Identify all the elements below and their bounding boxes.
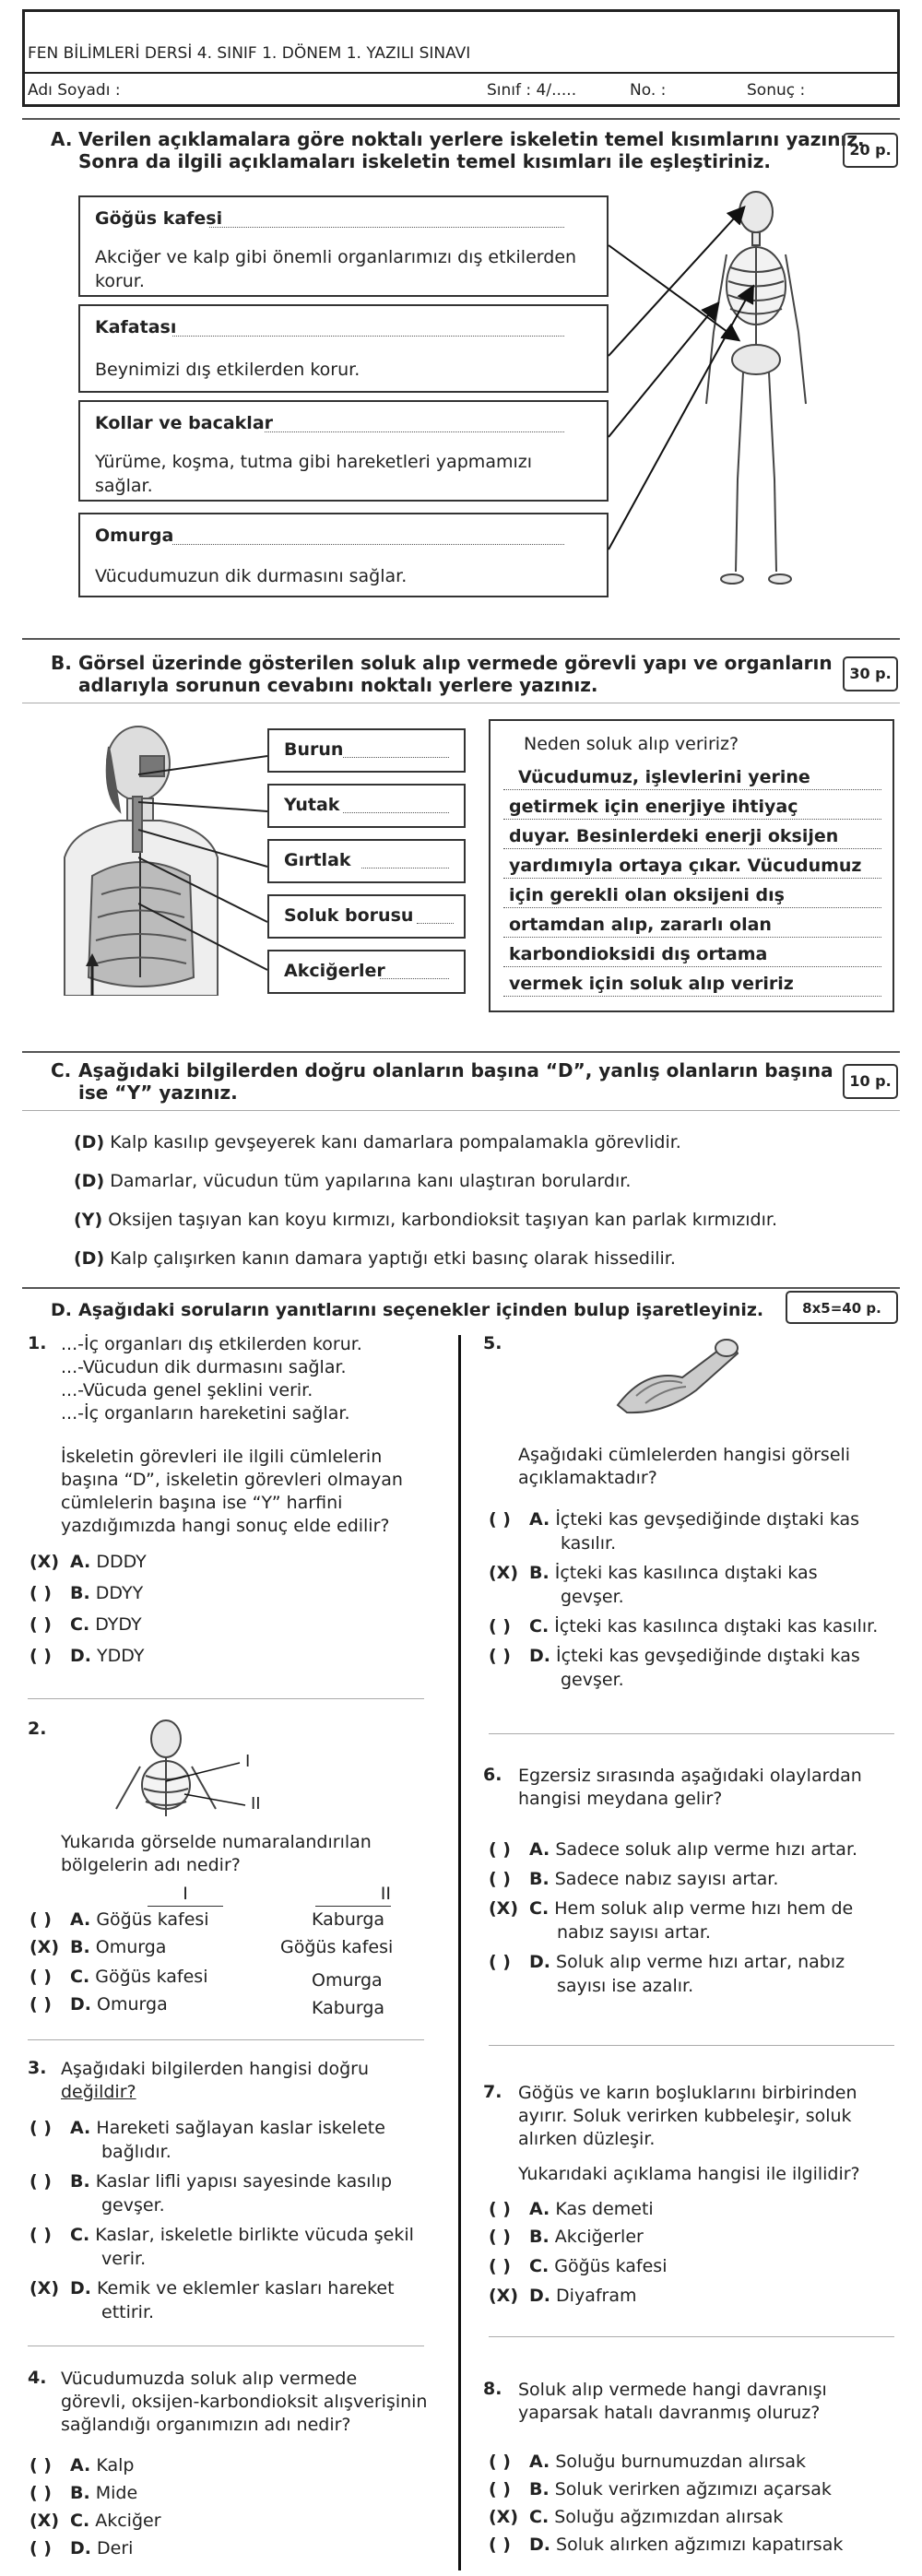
q1-stem: yazdığımızda hangi sonuç elde edilir? [61, 1516, 390, 1536]
answer-dotted-line [503, 966, 881, 967]
q3-option-c[interactable]: ( ) C. Kaslar, iskeletle birlikte vücuda şekil [30, 2225, 414, 2245]
question-separator [489, 2336, 894, 2337]
q3-option-b-cont: gevşer. [101, 2195, 165, 2216]
result-field: Sonuç : [747, 81, 806, 100]
section-d-divider [22, 1287, 900, 1289]
answer-mark[interactable]: (D) [74, 1248, 105, 1269]
true-false-item-4 [74, 1248, 676, 1269]
q7-option-b[interactable]: ( ) B. Akciğerler [489, 2227, 644, 2247]
q3-option-d-cont: ettirir. [101, 2302, 155, 2322]
q2-option-d[interactable]: ( ) D. Omurga [30, 1994, 168, 2015]
organ-label[interactable]: Akciğerler [284, 961, 385, 981]
student-name-field[interactable]: Adı Soyadı : [28, 81, 121, 100]
column-header-ii: II [315, 1883, 391, 1907]
q6-option-d[interactable]: ( ) D. Soluk alıp verme hızı artar, nabız [489, 1952, 845, 1972]
class-field[interactable]: Sınıf : 4/..... [487, 81, 577, 100]
skeleton-part-box-4 [78, 513, 609, 597]
respiratory-label-box-2 [267, 784, 466, 828]
figure-label-i: I [245, 1752, 251, 1771]
organ-label[interactable]: Burun [284, 739, 344, 760]
q8-option-a[interactable]: ( ) A. Soluğu burnumuzdan alırsak [489, 2452, 807, 2472]
q1-item: ...-Vücudun dik durmasını sağlar. [61, 1357, 347, 1377]
section-b-letter: B. [51, 652, 72, 674]
respiratory-label-box-5 [267, 950, 466, 994]
answer-dotted-line [503, 848, 881, 849]
answer-dotted-line[interactable] [265, 431, 564, 432]
q8-option-c[interactable]: (X) C. Soluğu ağzımızdan alırsak [489, 2507, 784, 2527]
organ-label[interactable]: Gırtlak [284, 850, 351, 870]
question-number: 3. [28, 2058, 47, 2078]
section-c-underline [22, 1110, 900, 1111]
answer-dotted-line[interactable] [361, 868, 449, 869]
column-header-i: I [148, 1883, 223, 1907]
answer-dotted-line[interactable] [172, 336, 564, 337]
skeleton-part-box-3 [78, 400, 609, 502]
q5-stem: açıklamaktadır? [518, 1468, 657, 1488]
skeleton-illustration [590, 184, 867, 599]
true-false-item-3 [74, 1210, 777, 1230]
q1-item: ...-Vücuda genel şeklini verir. [61, 1380, 313, 1400]
organ-label[interactable]: Yutak [284, 795, 340, 815]
true-false-item-1 [74, 1132, 681, 1152]
statement-text: Kalp kasılıp gevşeyerek kanı damarlara pompalamakla görevlidir. [110, 1132, 681, 1152]
statement-text: Kalp çalışırken kanın damara yaptığı etki basınç olarak hissedilir. [110, 1248, 676, 1269]
answer-line-8[interactable]: vermek için soluk alıp veririz [509, 974, 794, 994]
q3-stem-emphasis: değildir? [61, 2082, 136, 2102]
skeleton-part-label[interactable]: Kollar ve bacaklar [95, 413, 274, 433]
section-a-letter: A. [51, 128, 73, 150]
question-number: 5. [483, 1333, 502, 1353]
answer-line-4[interactable]: yardımıyla ortaya çıkar. Vücudumuz [509, 856, 862, 876]
question-separator [489, 2045, 894, 2046]
skeleton-part-desc: Beynimizi dış etkilerden korur. [95, 360, 361, 380]
section-c-title-1: Aşağıdaki bilgilerden doğru olanların başına “D”, yanlış olanların başına [78, 1059, 833, 1081]
answer-mark[interactable]: (D) [74, 1132, 105, 1152]
q7-option-c[interactable]: ( ) C. Göğüs kafesi [489, 2256, 668, 2276]
q4-stem: Vücudumuzda soluk alıp vermede [61, 2369, 358, 2389]
respiratory-pointer-lines [138, 738, 277, 977]
answer-line-1[interactable]: Vücudumuz, işlevlerini yerine [518, 767, 810, 787]
q6-stem: Egzersiz sırasında aşağıdaki olaylardan [518, 1766, 862, 1786]
answer-dotted-line [503, 789, 881, 790]
section-c-divider [22, 1051, 900, 1053]
respiratory-label-box-3 [267, 839, 466, 883]
skeleton-part-desc: sağlar. [95, 476, 153, 496]
section-d-points: 8x5=40 p. [786, 1291, 898, 1324]
q6-option-c-cont: nabız sayısı artar. [557, 1922, 711, 1943]
q2-option-a-ii: Kaburga [312, 1909, 385, 1930]
section-a-title-1: Verilen açıklamalara göre noktalı yerlere iskeletin temel kısımlarını yazınız. [78, 128, 865, 150]
q2-option-c-ii: Omurga [312, 1970, 383, 1991]
section-a-points: 20 p. [843, 133, 898, 168]
exam-title: FEN BİLİMLERİ DERSİ 4. SINIF 1. DÖNEM 1. YAZILI SINAVI [28, 44, 471, 63]
respiratory-label-box-1 [267, 728, 466, 773]
q6-option-a[interactable]: ( ) A. Sadece soluk alıp verme hızı artar. [489, 1839, 858, 1860]
answer-line-5[interactable]: için gerekli olan oksijeni dış [509, 885, 785, 905]
question-separator [489, 1733, 894, 1734]
answer-mark[interactable]: (Y) [74, 1210, 103, 1230]
q6-option-d-cont: sayısı ise azalır. [557, 1976, 694, 1996]
breathing-answer-box [489, 719, 894, 1012]
q1-option-c[interactable]: ( ) C. DYDY [30, 1614, 142, 1635]
q8-stem: Soluk alıp vermede hangi davranışı [518, 2380, 827, 2400]
skeleton-part-box-1 [78, 195, 609, 297]
breathing-question: Neden soluk alıp veririz? [524, 734, 739, 754]
question-number: 4. [28, 2368, 47, 2388]
section-d-letter: D. [51, 1300, 72, 1320]
q7-option-d[interactable]: (X) D. Diyafram [489, 2286, 637, 2306]
answer-line-6[interactable]: ortamdan alıp, zararlı olan [509, 915, 772, 935]
q4-stem: sağlandığı organımızın adı nedir? [61, 2415, 351, 2435]
q7-stem: alırken düzleşir. [518, 2129, 656, 2149]
question-number: 8. [483, 2379, 502, 2399]
answer-dotted-line [503, 996, 881, 997]
q5-option-d-cont: gevşer. [561, 1670, 624, 1690]
q3-option-a[interactable]: ( ) A. Hareketi sağlayan kaslar iskelete [30, 2118, 385, 2138]
answer-dotted-line[interactable] [209, 227, 564, 228]
q5-option-a[interactable]: ( ) A. İçteki kas gevşediğinde dıştaki kas [489, 1509, 860, 1530]
q5-stem: Aşağıdaki cümlelerden hangisi görseli [518, 1445, 851, 1465]
q7-stem: ayırır. Soluk verirken kubbeleşir, soluk [518, 2106, 852, 2126]
organ-label[interactable]: Soluk borusu [284, 905, 414, 926]
q1-item: ...-İç organları dış etkilerden korur. [61, 1334, 362, 1354]
section-b-title-2: adlarıyla sorunun cevabını noktalı yerlere yazınız. [78, 674, 598, 696]
true-false-item-2 [74, 1171, 631, 1191]
q3-stem: Aşağıdaki bilgilerden hangisi doğru [61, 2059, 370, 2079]
question-number: 6. [483, 1765, 502, 1785]
q2-option-b[interactable]: (X) B. Omurga [30, 1937, 167, 1957]
q3-option-d[interactable]: (X) D. Kemik ve eklemler kasları hareket [30, 2278, 395, 2298]
answer-line-7[interactable]: karbondioksidi dış ortama [509, 944, 768, 964]
arm-muscle-illustration [609, 1331, 747, 1414]
statement-text: Damarlar, vücudun tüm yapılarına kanı ulaştıran borulardır. [110, 1171, 632, 1191]
question-number: 2. [28, 1719, 47, 1739]
q5-option-b-cont: gevşer. [561, 1587, 624, 1607]
q5-option-c[interactable]: ( ) C. İçteki kas kasılınca dıştaki kas kasılır. [489, 1616, 879, 1637]
statement-text: Oksijen taşıyan kan koyu kırmızı, karbondioksit taşıyan kan parlak kırmızıdır. [108, 1210, 778, 1230]
section-b-divider [22, 638, 900, 640]
question-number: 7. [483, 2082, 502, 2102]
section-b-title-1: Görsel üzerinde gösterilen soluk alıp vermede görevli yapı ve organların [78, 652, 833, 674]
q5-option-a-cont: kasılır. [561, 1533, 617, 1554]
q2-stem: bölgelerin adı nedir? [61, 1855, 241, 1875]
question-separator [28, 2039, 424, 2040]
student-number-field[interactable]: No. : [630, 81, 667, 100]
question-number: 1. [28, 1333, 47, 1353]
section-c-points: 10 p. [843, 1064, 898, 1099]
q4-option-d[interactable]: ( ) D. Deri [30, 2538, 134, 2558]
q6-option-c[interactable]: (X) C. Hem soluk alıp verme hızı hem de [489, 1898, 854, 1919]
answer-dotted-line [503, 937, 881, 938]
q1-option-b[interactable]: ( ) B. DDYY [30, 1583, 144, 1603]
q2-option-b-ii: Göğüs kafesi [280, 1937, 394, 1957]
skeleton-part-box-2 [78, 304, 609, 393]
q8-option-d[interactable]: ( ) D. Soluk alırken ağzımızı kapatırsak [489, 2535, 844, 2555]
answer-line-2[interactable]: getirmek için enerjiye ihtiyaç [509, 797, 798, 817]
q2-option-d-ii: Kaburga [312, 1998, 385, 2018]
q4-option-c[interactable]: (X) C. Akciğer [30, 2511, 161, 2531]
answer-dotted-line [503, 878, 881, 879]
q7-stem: Göğüs ve karın boşluklarını birbirinden [518, 2083, 857, 2103]
q8-stem: yaparsak hatalı davranmış oluruz? [518, 2403, 821, 2423]
q2-stem: Yukarıda görselde numaralandırılan [61, 1832, 372, 1852]
answer-line-3[interactable]: duyar. Besinlerdeki enerji oksijen [509, 826, 839, 846]
question-separator [28, 1698, 424, 1699]
answer-dotted-line[interactable] [172, 544, 564, 545]
skeleton-part-desc: Vücudumuzun dik durmasını sağlar. [95, 566, 408, 586]
q1-stem: başına “D”, iskeletin görevleri olmayan [61, 1470, 403, 1490]
q5-option-b[interactable]: (X) B. İçteki kas kasılınca dıştaki kas [489, 1563, 818, 1583]
respiratory-label-box-4 [267, 894, 466, 939]
answer-dotted-line[interactable] [380, 978, 449, 979]
q6-stem: hangisi meydana gelir? [518, 1789, 723, 1809]
q1-item: ...-İç organların hareketini sağlar. [61, 1403, 350, 1424]
q2-option-c[interactable]: ( ) C. Göğüs kafesi [30, 1967, 208, 1987]
upper-body-skeleton-illustration [111, 1717, 267, 1818]
answer-dotted-line[interactable] [343, 757, 449, 758]
q7-option-a[interactable]: ( ) A. Kas demeti [489, 2199, 654, 2219]
skeleton-part-desc: korur. [95, 271, 145, 291]
q7-question: Yukarıdaki açıklama hangisi ile ilgilidir? [518, 2164, 860, 2184]
skeleton-part-desc: Yürüme, koşma, tutma gibi hareketleri yapmamızı [95, 452, 532, 472]
answer-dotted-line [503, 819, 881, 820]
q4-option-b[interactable]: ( ) B. Mide [30, 2483, 138, 2503]
q4-option-a[interactable]: ( ) A. Kalp [30, 2455, 135, 2476]
q4-stem: görevli, oksijen-karbondioksit alışverişinin [61, 2392, 428, 2412]
q3-option-a-cont: bağlıdır. [101, 2142, 171, 2162]
q2-option-a[interactable]: ( ) A. Göğüs kafesi [30, 1909, 209, 1930]
header-divider [22, 72, 900, 74]
q1-stem: cümlelerin başına ise “Y” harfini [61, 1493, 343, 1513]
answer-dotted-line [503, 907, 881, 908]
column-divider [458, 1335, 461, 2570]
section-b-points: 30 p. [843, 656, 898, 691]
figure-label-ii: II [251, 1794, 261, 1814]
q5-option-d[interactable]: ( ) D. İçteki kas gevşediğinde dıştaki kas [489, 1646, 860, 1666]
answer-dotted-line[interactable] [417, 923, 454, 924]
section-a-divider [22, 118, 900, 120]
q3-option-c-cont: verir. [101, 2249, 147, 2269]
answer-mark[interactable]: (D) [74, 1171, 105, 1191]
skeleton-part-label[interactable]: Göğüs kafesi [95, 208, 223, 229]
answer-dotted-line[interactable] [343, 812, 449, 813]
q1-stem: İskeletin görevleri ile ilgili cümlelerin [61, 1447, 383, 1467]
skeleton-part-desc: Akciğer ve kalp gibi önemli organlarımızı dış etkilerden [95, 247, 577, 267]
skeleton-part-label[interactable]: Omurga [95, 526, 174, 546]
skeleton-part-label[interactable]: Kafatası [95, 317, 177, 337]
section-c-title-2: ise “Y” yazınız. [78, 1081, 238, 1104]
q8-option-b[interactable]: ( ) B. Soluk verirken ağzımızı açarsak [489, 2479, 832, 2499]
q1-option-d[interactable]: ( ) D. YDDY [30, 1646, 145, 1666]
q3-option-b[interactable]: ( ) B. Kaslar lifli yapısı sayesinde kasılıp [30, 2171, 393, 2192]
q1-option-a[interactable]: (X) A. DDDY [30, 1552, 147, 1572]
section-d-title: Aşağıdaki soruların yanıtlarını seçenekler içinden bulup işaretleyiniz. [78, 1300, 764, 1320]
section-c-letter: C. [51, 1059, 72, 1081]
section-a-title-2: Sonra da ilgili açıklamaları iskeletin temel kısımları ile eşleştiriniz. [78, 150, 772, 172]
q6-option-b[interactable]: ( ) B. Sadece nabız sayısı artar. [489, 1869, 779, 1889]
